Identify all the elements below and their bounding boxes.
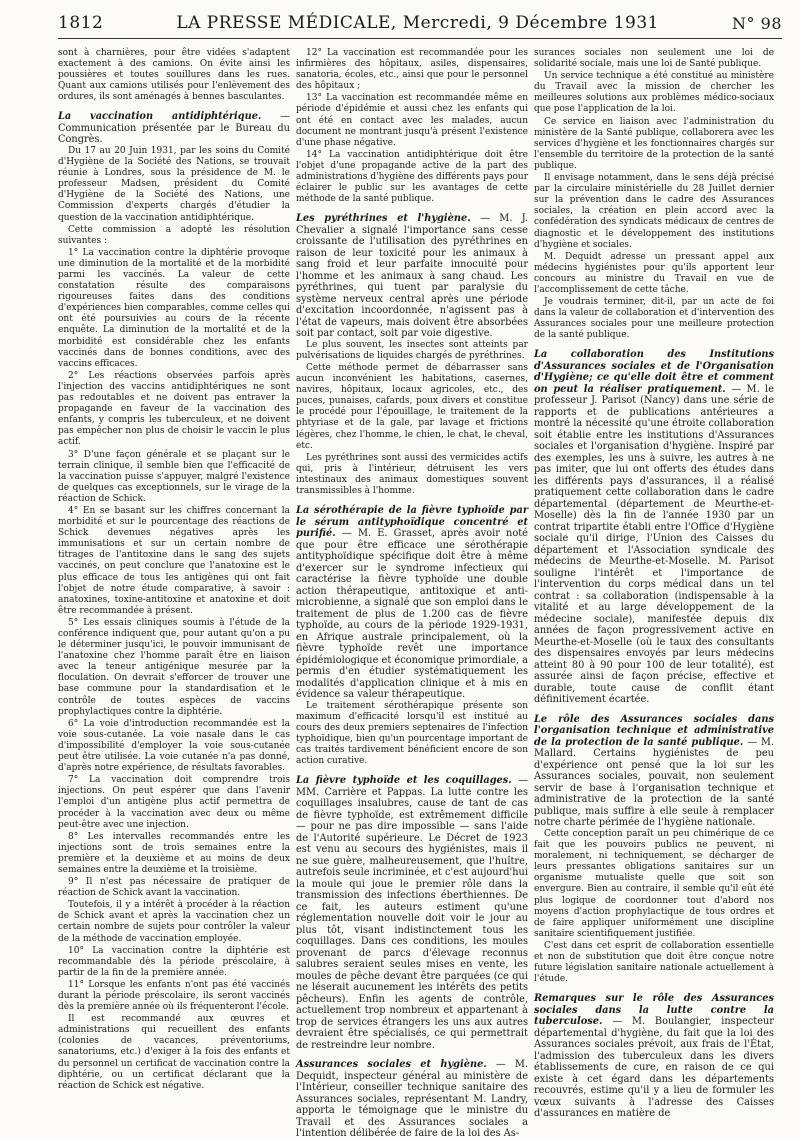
section-heading: [296, 1059, 528, 1140]
heading-title: La fièvre typhoïde et les coquillages.: [296, 775, 512, 787]
heading-lead: — M. Mallard. Certains hygiénistes de peu d'expérience ont pensé que la loi sur les Assurances sociales, pouvait, non seulement servir de base à l'organisation technique et administrative de la protection de la santé publique, mais suffire à elle seule à remplacer notre charte périmée de l'hygiène nationale.: [534, 736, 774, 829]
journal-title: LA PRESSE MÉDICALE, Mercredi, 9 Décembre 1931: [176, 13, 659, 33]
section-heading: [296, 775, 528, 1051]
heading-title: La collaboration des Institutions d'Assurances sociales et de l'Organisation d'Hygiène; ce qu'elle doit être et comment on peut la réaliser pratiquement.: [534, 349, 774, 395]
column-2: [296, 48, 529, 1140]
page-header: [58, 8, 782, 39]
paragraph: sont à charnières, pour être vidées s'adaptent exactement à des camions. On évite ainsi les poussières et toutes souillures dans les rues. Quant aux camions utilisés pour l'enlèvement des ordures, ils sont aménagés à bennes basculantes.: [58, 48, 290, 103]
heading-lead: — M. Boulangier, inspecteur départemental d'hygiène, du fait que la loi des Assurances sociales prévoit, aux frais de l'État, l'admission des tuberculeux dans les divers établissements de cure, en raison de ce qui existe à cet égard dans les départements recouvrés, estime qu'il y a lieu de formuler les vœux suivants à l'adresse des Caisses d'assurances en matière de: [534, 1016, 774, 1120]
paragraph: 14° La vaccination antidiphtérique doit être l'objet d'une propagande active de la part des administrations d'hygiène des différents pays pour éclairer le public sur les avantages de cette méthode de la santé publique.: [296, 149, 528, 205]
paragraph: 5° Les essais cliniques soumis à l'étude de la conférence indiquent que, pour autant qu'on a pu le déterminer jusqu'ici, le pouvoir immunisant de l'anatoxine chez l'homme paraît être en liaison avec la teneur antigénique mesurée par la floculation. On devrait s'efforcer de trouver une base commune pour la standardisation et le contrôle de toutes espèces de vaccins prophylactiques contre la diphtérie.: [58, 617, 290, 717]
paragraph: surances sociales non seulement une loi de solidarité sociale, mais une loi de Santé publique.: [534, 48, 774, 70]
heading-lead: — M. le professeur J. Parisot (Nancy) dans une série de rapports et de publications antérieures a montré la nécessité qu'une étroite collaboration soit établie entre les institutions d'Assurances sociales et l'organisation d'hygiène. Inspiré par des exemples, les uns à suivre, les autres à ne pas imiter, que lui ont offerts des études dans les différents pays d'assurances, il a réalisé pratiquement cette collaboration dans le cadre départemental (département de Meurthe-et-Moselle) dès la fin de l'année 1930 par un contrat tripartite établi entre l'Office d'Hygiène sociale qu'il dirige, l'Union des Caisses du département et l'Association syndicale des médecins de Meurthe-et-Moselle. M. Parisot souligne l'intérêt et l'importance de l'intervention du corps médical dans un tel contrat : sa collaboration (indispensable à la vitalité et au large développement de la médecine sociale), manifestée depuis dix années de façon progressivement active en Meurthe-et-Moselle (où le taux des consultants des dispensaires envoyés par leurs médecins atteint 80 à 90 pour 100 de leur totalité), est assurée ainsi de façon précise, effective et durable, toute cause de conflit étant définitivement écartée.: [534, 383, 774, 706]
heading-title: Assurances sociales et hygiène.: [296, 1059, 487, 1071]
section-heading: [296, 505, 528, 701]
paragraph: Cette conception paraît un peu chimérique de ce fait que les pouvoirs publics ne peuvent, ni moralement, ni techniquement, se décharger de leurs pressantes obligations sanitaires sur un organisme mutualiste quelle que soit son envergure. Bien au contraire, il semble qu'il eût été plus logique de coordonner tout d'abord nos moyens d'action prophylactique de tous ordres et de faire appliquer uniformément une discipline sanitaire scientifiquement justifiée.: [534, 828, 774, 939]
paragraph: Je voudrais terminer, dit-il, par un acte de foi dans la valeur de collaboration et d'intervention des Assurances sociales pour une meilleure protection de la santé publique.: [534, 297, 774, 341]
paragraph: Cette commission a adopté les résolution suivantes :: [58, 224, 290, 246]
paragraph: 8° Les intervalles recommandés entre les injections sont de trois semaines entre la première et la deuxième et au moins de deux semaines entre la deuxième et la troisième.: [58, 831, 290, 875]
paragraph: 9° Il n'est pas nécessaire de pratiquer de réaction de Schick avant la vaccination.: [58, 877, 290, 899]
section-heading: [534, 714, 774, 829]
paragraph: Du 17 au 20 Juin 1931, par les soins du Comité d'Hygiène de la Société des Nations, se trouvait réunie à Londres, sous la présidence de M. le professeur Madsen, président du Comité d'Hygiène de la Société des Nations, une Commission d'experts chargés d'étudier la question de la vaccination antidiphtérique.: [58, 145, 290, 223]
heading-lead: — M. J. Chevalier a signalé l'importance sans cesse croissante de l'utilisation des pyréthrines en raison de leur toxicité pour les animaux à sang froid et leur parfaite innocuité pour l'homme et les animaux à sang chaud. Les pyréthrines, qui tuent par paralysie du système nerveux central après une période d'excitation incoordonnée, n'agissent pas à l'état de vapeurs, mais doivent être absorbées soit par contact, soit par voie digestive.: [296, 213, 529, 340]
paragraph: 7° La vaccination doit comprendre trois injections. On peut espérer que dans l'avenir l'emploi d'un antigène plus actif permettra de procéder à la vaccination avec deux ou même peut-être avec une injection.: [58, 775, 290, 830]
heading-lead: — M. Dequidt, inspecteur général au ministère de l'Intérieur, conseiller technique sanitaire des Assurances sociales, représentant M. Landry, apporta le témoignage que le ministre du Travail et des Assurances sociales a l'intention délibérée de faire de la loi des As-: [296, 1059, 528, 1140]
section-heading: [58, 111, 290, 146]
paragraph: Les pyréthrines sont aussi des vermicides actifs qui, pris à l'intérieur, détruisent les vers intestinaux des animaux domestiques souvent transmissibles à l'homme.: [296, 452, 528, 497]
paragraph: Le plus souvent, les insectes sont atteints par pulvérisations de liquides chargés de pyréthrines.: [296, 339, 528, 361]
paragraph: Il envisage notamment, dans le sens déjà précisé par la circulaire ministérielle du 28 Juillet dernier sur la prévention dans le cadre des Assurances sociales, la création en plein accord avec la confédération des syndicats médicaux de centres de diagnostic et le développement des institutions d'hygiène et sociales.: [534, 173, 774, 250]
paragraph: Il est recommandé aux œuvres et administrations qui recueillent des enfants (colonies de vacances, préventoriums, sanatoriums, etc.) d'exiger à la fois des enfants et du personnel un certificat de vaccination contre la diphtérie, ou un certificat déclarant que la réaction de Schick est négative.: [58, 1014, 290, 1091]
paragraph: 4° En se basant sur les chiffres concernant la morbidité et sur le pourcentage des réactions de Schick devenues négatives après les immunisations et sur un certain nombre de titrages de l'antitoxine dans le sang des sujets vaccinés, on peut conclure que l'anatoxine est le plus efficace de tous les antigènes qui ont fait l'objet de notre étude comparative, à savoir : anatoxines, toxine-antitoxine et anatoxine et doit être recommandée à présent.: [58, 505, 290, 616]
paragraph: 11° Lorsque les enfants n'ont pas été vaccinés durant la période préscolaire, ils seront vaccinés dès la première année où ils fréquenteront l'école.: [58, 979, 290, 1013]
paragraph: 3° D'une façon générale et se plaçant sur le terrain clinique, il semble bien que l'efficacité de la vaccination puisse s'appuyer, malgré l'existence de quelques cas exceptionnels, sur le virage de la réaction de Schick.: [58, 449, 290, 504]
heading-lead: — M. E. Grasset, après avoir noté que pour être efficace une sérothérapie antityphoïdique spécifique doit être à même d'exercer sur le syndrome infectieux qui caractérise la fièvre typhoïde une double action thérapeutique, antitoxique et anti-microbienne, a signalé que son emploi dans le traitement de plus de 1.200 cas de fièvre typhoïde, au cours de la période 1929-1931, en Afrique australe principalement, où la fièvre typhoïde revêt une importance épidémiologique et économique primordiale, a permis d'en étudier systématiquement les modalités d'application clinique et à mis en évidence sa valeur thérapeutique.: [296, 528, 528, 701]
paragraph: 12° La vaccination est recommandée pour les infirmières des hôpitaux, asiles, dispensaires, sanatoria, écoles, etc., ainsi que pour le personnel des hôpitaux ;: [296, 48, 528, 92]
heading-title: Remarques sur le rôle des Assurances sociales dans la lutte contre la tuberculose.: [534, 993, 774, 1028]
paragraph: Toutefois, il y a intérêt à procéder à la réaction de Schick avant et après la vaccination chez un certain nombre de sujets pour contrôler la valeur de la méthode de vaccination employée.: [58, 900, 290, 944]
issue-number: N° 98: [732, 13, 782, 33]
paragraph: 2° Les réactions observées parfois après l'injection des vaccins antidiphtériques ne sont pas redoutables et ne doivent pas entraver la propagande en faveur de la vaccination des enfants, y compris les tuberculeux, et ne doivent pas empêcher non plus de choisir le vaccin le plus actif.: [58, 370, 290, 448]
heading-lead: — MM. Carrière et Pappas. La lutte contre les coquillages insalubres, cause de tant de cas de fièvre typhoïde, est extrêmement difficile — pour ne pas dire impossible — sans l'aide de l'Autorité supérieure. Le Décret de 1923 est venu au secours des hygiénistes, mais il ne sue guère, malheureusement, que l'huître, autrefois seule incriminée, et c'est aujourd'hui la moule qui joue le premier rôle dans la transmission des infections éberthiennes. De ce fait, les auteurs estiment qu'une réglementation nouvelle doit voir le jour au plus tôt, visant indistinctement tous les coquillages. Dans ces conditions, les moules provenant de parcs d'élevage reconnus salubres seraient seules mises en vente, les moules de pêche devant être parquées (ce qui ne léserait aucunement les intérêts des petits pêcheurs). Enfin les agents de contrôle, actuellement trop nombreux et appartenant à trop de services étrangers les uns aux autres devraient être spécialisés, ce qui permettrait de restreindre leur nombre.: [296, 775, 528, 1051]
paragraph: 13° La vaccination est recommandée même en période d'épidémie et aussi chez les enfants qui ont été en contact avec les malades, aucun document ne montrant jusqu'à présent l'existence d'une phase négative.: [296, 93, 528, 148]
heading-title: La vaccination antidiphtérique.: [58, 111, 262, 123]
paragraph: Le traitement sérothérapique présente son maximum d'efficacité lorsqu'il est institué au cours des deux premiers septenaires de l'infection typhoïdique, bien qu'un pourcentage important de cas traités tardivement bénéficient encore de son action curative.: [296, 700, 528, 767]
paragraph: C'est dans cet esprit de collaboration essentielle et non de substitution que doit être conçue notre future législation sanitaire nationale actuellement à l'étude.: [534, 940, 774, 985]
paragraph: 6° La voie d'introduction recommandée est la voie sous-cutanée. La voie nasale dans le cas d'impossibilité d'employer la voie sous-cutanée peut être utilisée. La voie cutanée n'a pas donné, d'après notre expérience, de résultats favorables.: [58, 718, 290, 774]
heading-title: Les pyréthrines et l'hygiène.: [296, 213, 471, 225]
column-1: [58, 48, 290, 1091]
paragraph: M. Dequidt adresse un pressant appel aux médecins hygiénistes pour qu'ils apportent leur concours au ministre du Travail en vue de l'accomplissement de cette tâche.: [534, 251, 774, 295]
page-number: 1812: [58, 13, 104, 33]
section-heading: [534, 349, 774, 706]
paragraph: 1° La vaccination contre la diphtérie provoque une diminution de la mortalité et de la morbidité parmi les vaccinés. La valeur de cette constatation résulte des comparaisons rigoureuses faites dans des conditions d'expériences bien comparables, comme celles qui ont été poursuivies au cours de la récente enquête. La diminution de la mortalité et de la morbidité est considérable chez les enfants vaccinés dans de bonnes conditions, avec des vaccins efficaces.: [58, 247, 290, 369]
section-heading: [296, 213, 528, 340]
paragraph: Cette méthode permet de débarrasser sans aucun inconvénient les habitations, casernes, navires, hôpitaux, locaux agricoles, etc., des puces, punaises, cafards, poux divers et constitue le procédé pour l'épouillage, le traitement de la phtyriase et de la gale, par lavage et frictions légères, chez l'homme, le chien, le chat, le cheval, etc.: [296, 363, 528, 451]
section-heading: [534, 993, 774, 1120]
paragraph: Ce service en liaison avec l'administration du ministère de la Santé publique, collaborera avec les services d'hygiène et les fonctionnaires chargés sur l'ensemble du territoire de la protection de la santé publique.: [534, 116, 774, 171]
heading-title: Le rôle des Assurances sociales dans l'organisation technique et administrative de la protection de la santé publique.: [534, 713, 774, 748]
heading-title: La sérothérapie de la fièvre typhoïde par le sérum antityphoïdique concentré et purifié.: [296, 505, 528, 540]
heading-lead: — Communication présentée par le Bureau du Congrès.: [58, 111, 290, 146]
paragraph: Un service technique a été constitué au ministère du Travail avec la mission de chercher les meilleures solutions aux problèmes médico-sociaux que pose l'application de la loi.: [534, 71, 774, 115]
column-3: [534, 48, 774, 1120]
paragraph: 10° La vaccination contre la diphtérie est recommandable dès la période préscolaire, à partir de la fin de la première année.: [58, 945, 290, 978]
